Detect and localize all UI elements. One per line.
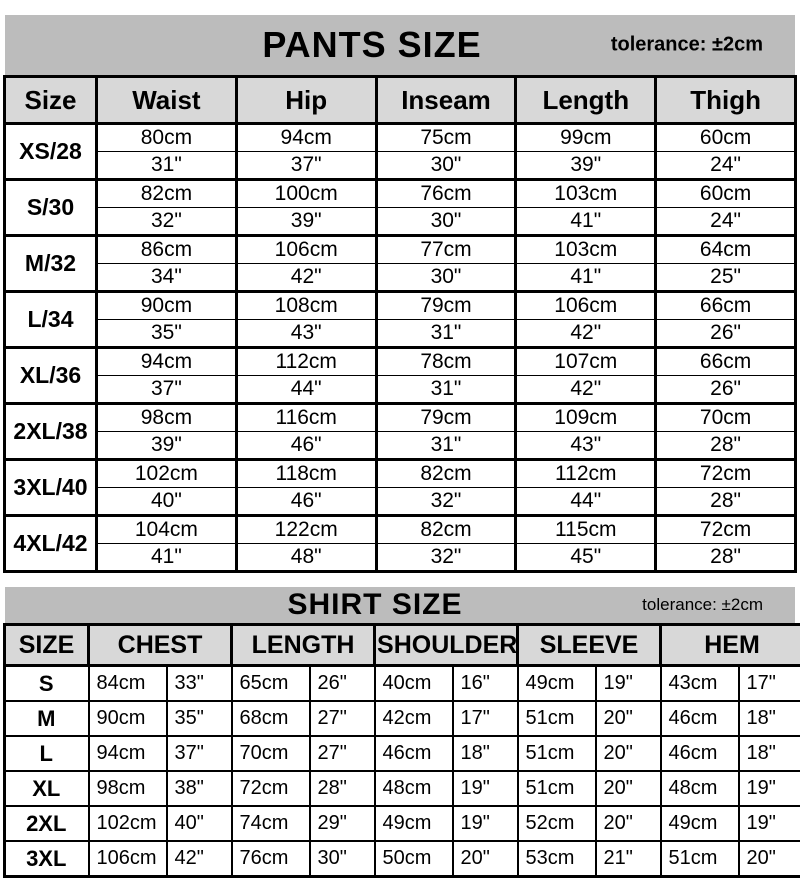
pants-size-label: XS/28 (5, 124, 97, 180)
pants-size-label: XL/36 (5, 348, 97, 404)
shirt-value: 51cm (518, 771, 596, 806)
pants-row-m32-cm (5, 236, 796, 264)
pants-value-in: 40" (97, 488, 237, 516)
shirt-value: 38" (167, 771, 232, 806)
pants-value-cm: 64cm (656, 236, 796, 264)
pants-value-cm: 82cm (376, 516, 516, 544)
shirt-value: 19" (596, 666, 661, 702)
shirt-value: 46cm (661, 736, 739, 771)
shirt-value: 20" (739, 841, 800, 877)
shirt-value: 48cm (661, 771, 739, 806)
shirt-value: 16" (453, 666, 518, 702)
shirt-header-row (5, 625, 800, 666)
pants-value-in: 30" (376, 208, 516, 236)
shirt-value: 74cm (232, 806, 310, 841)
pants-value-cm: 70cm (656, 404, 796, 432)
pants-value-in: 44" (236, 376, 376, 404)
pants-row-xl36-cm (5, 348, 796, 376)
pants-header-length: Length (516, 77, 656, 124)
shirt-value: 19" (739, 771, 800, 806)
shirt-size-label: XL (5, 771, 89, 806)
shirt-header-shoulder: SHOULDER (375, 625, 518, 666)
shirt-value: 26" (310, 666, 375, 702)
pants-row-3xl40-in (5, 488, 796, 516)
shirt-value: 49cm (375, 806, 453, 841)
shirt-header-length: LENGTH (232, 625, 375, 666)
pants-value-in: 32" (97, 208, 237, 236)
shirt-value: 72cm (232, 771, 310, 806)
pants-value-cm: 116cm (236, 404, 376, 432)
pants-value-cm: 99cm (516, 124, 656, 152)
shirt-value: 76cm (232, 841, 310, 877)
pants-value-cm: 76cm (376, 180, 516, 208)
pants-value-in: 31" (376, 432, 516, 460)
pants-value-cm: 100cm (236, 180, 376, 208)
shirt-size-label: S (5, 666, 89, 702)
pants-value-cm: 86cm (97, 236, 237, 264)
shirt-title: SHIRT SIZE (287, 588, 462, 622)
pants-value-in: 39" (97, 432, 237, 460)
shirt-value: 28" (310, 771, 375, 806)
pants-header-row (5, 77, 796, 124)
shirt-row-l (5, 736, 800, 771)
pants-tolerance-note: tolerance: ±2cm (611, 34, 763, 57)
pants-size-label: M/32 (5, 236, 97, 292)
pants-value-cm: 107cm (516, 348, 656, 376)
shirt-value: 51cm (518, 701, 596, 736)
pants-value-in: 41" (516, 208, 656, 236)
pants-value-in: 43" (516, 432, 656, 460)
pants-value-cm: 109cm (516, 404, 656, 432)
pants-row-4xl42-cm (5, 516, 796, 544)
pants-value-cm: 77cm (376, 236, 516, 264)
pants-header-waist: Waist (97, 77, 237, 124)
section-divider-gap (3, 573, 797, 587)
pants-value-cm: 60cm (656, 180, 796, 208)
pants-row-2xl38-cm (5, 404, 796, 432)
pants-header-thigh: Thigh (656, 77, 796, 124)
pants-value-in: 30" (376, 264, 516, 292)
pants-value-in: 37" (236, 152, 376, 180)
pants-value-cm: 122cm (236, 516, 376, 544)
shirt-value: 27" (310, 736, 375, 771)
pants-value-cm: 90cm (97, 292, 237, 320)
pants-header-hip: Hip (236, 77, 376, 124)
shirt-value: 42" (167, 841, 232, 877)
pants-value-in: 31" (376, 320, 516, 348)
shirt-value: 49cm (518, 666, 596, 702)
pants-value-in: 30" (376, 152, 516, 180)
shirt-header-chest: CHEST (89, 625, 232, 666)
shirt-value: 19" (739, 806, 800, 841)
pants-row-s30-in (5, 208, 796, 236)
pants-value-cm: 79cm (376, 404, 516, 432)
pants-size-label: S/30 (5, 180, 97, 236)
shirt-value: 52cm (518, 806, 596, 841)
shirt-value: 20" (596, 771, 661, 806)
pants-value-in: 39" (236, 208, 376, 236)
shirt-row-2xl (5, 806, 800, 841)
pants-value-in: 31" (97, 152, 237, 180)
pants-value-in: 44" (516, 488, 656, 516)
shirt-row-s (5, 666, 800, 702)
pants-value-cm: 80cm (97, 124, 237, 152)
shirt-value: 19" (453, 771, 518, 806)
pants-value-in: 39" (516, 152, 656, 180)
pants-value-cm: 66cm (656, 292, 796, 320)
pants-value-cm: 103cm (516, 180, 656, 208)
shirt-value: 20" (596, 736, 661, 771)
pants-value-in: 26" (656, 320, 796, 348)
shirt-size-table (3, 623, 800, 878)
pants-value-cm: 112cm (236, 348, 376, 376)
shirt-header-size: SIZE (5, 625, 89, 666)
shirt-title-bar (5, 587, 795, 623)
pants-value-cm: 66cm (656, 348, 796, 376)
pants-title-bar (5, 15, 795, 75)
shirt-value: 40" (167, 806, 232, 841)
pants-value-in: 34" (97, 264, 237, 292)
shirt-value: 50cm (375, 841, 453, 877)
shirt-value: 98cm (89, 771, 167, 806)
pants-value-cm: 103cm (516, 236, 656, 264)
pants-value-cm: 104cm (97, 516, 237, 544)
pants-value-in: 42" (516, 376, 656, 404)
pants-value-in: 32" (376, 488, 516, 516)
shirt-value: 42cm (375, 701, 453, 736)
shirt-value: 27" (310, 701, 375, 736)
shirt-value: 37" (167, 736, 232, 771)
shirt-value: 51cm (661, 841, 739, 877)
pants-value-in: 28" (656, 432, 796, 460)
pants-value-cm: 115cm (516, 516, 656, 544)
shirt-value: 17" (453, 701, 518, 736)
shirt-value: 30" (310, 841, 375, 877)
shirt-value: 18" (453, 736, 518, 771)
shirt-value: 106cm (89, 841, 167, 877)
shirt-value: 18" (739, 736, 800, 771)
shirt-value: 19" (453, 806, 518, 841)
shirt-size-label: 2XL (5, 806, 89, 841)
pants-value-in: 35" (97, 320, 237, 348)
pants-value-cm: 75cm (376, 124, 516, 152)
pants-row-xs28-cm (5, 124, 796, 152)
shirt-value: 49cm (661, 806, 739, 841)
pants-header-inseam: Inseam (376, 77, 516, 124)
pants-row-l34-in (5, 320, 796, 348)
pants-value-cm: 82cm (376, 460, 516, 488)
pants-value-in: 42" (236, 264, 376, 292)
pants-size-table (3, 75, 797, 573)
pants-row-xs28-in (5, 152, 796, 180)
pants-value-in: 37" (97, 376, 237, 404)
pants-value-cm: 98cm (97, 404, 237, 432)
shirt-value: 94cm (89, 736, 167, 771)
pants-row-m32-in (5, 264, 796, 292)
shirt-value: 17" (739, 666, 800, 702)
pants-value-in: 24" (656, 208, 796, 236)
pants-value-cm: 94cm (236, 124, 376, 152)
shirt-value: 51cm (518, 736, 596, 771)
shirt-value: 20" (596, 701, 661, 736)
pants-value-cm: 72cm (656, 460, 796, 488)
pants-value-cm: 79cm (376, 292, 516, 320)
pants-value-in: 42" (516, 320, 656, 348)
shirt-size-label: M (5, 701, 89, 736)
shirt-value: 46cm (661, 701, 739, 736)
pants-row-xl36-in (5, 376, 796, 404)
shirt-size-label: L (5, 736, 89, 771)
pants-value-cm: 106cm (236, 236, 376, 264)
pants-value-in: 28" (656, 488, 796, 516)
shirt-row-xl (5, 771, 800, 806)
pants-value-in: 46" (236, 432, 376, 460)
pants-value-cm: 118cm (236, 460, 376, 488)
pants-size-label: 3XL/40 (5, 460, 97, 516)
pants-value-cm: 60cm (656, 124, 796, 152)
pants-value-cm: 106cm (516, 292, 656, 320)
pants-row-s30-cm (5, 180, 796, 208)
pants-row-l34-cm (5, 292, 796, 320)
pants-value-cm: 72cm (656, 516, 796, 544)
pants-value-cm: 108cm (236, 292, 376, 320)
shirt-value: 53cm (518, 841, 596, 877)
pants-row-4xl42-in (5, 544, 796, 572)
pants-value-in: 28" (656, 544, 796, 572)
shirt-value: 65cm (232, 666, 310, 702)
pants-value-in: 26" (656, 376, 796, 404)
shirt-value: 46cm (375, 736, 453, 771)
pants-size-label: 4XL/42 (5, 516, 97, 572)
shirt-tolerance-note: tolerance: ±2cm (642, 595, 763, 615)
pants-value-cm: 78cm (376, 348, 516, 376)
shirt-row-3xl (5, 841, 800, 877)
shirt-value: 35" (167, 701, 232, 736)
shirt-value: 29" (310, 806, 375, 841)
shirt-value: 33" (167, 666, 232, 702)
shirt-value: 20" (596, 806, 661, 841)
shirt-value: 68cm (232, 701, 310, 736)
shirt-value: 90cm (89, 701, 167, 736)
shirt-row-m (5, 701, 800, 736)
pants-value-cm: 94cm (97, 348, 237, 376)
pants-value-cm: 102cm (97, 460, 237, 488)
pants-value-cm: 82cm (97, 180, 237, 208)
pants-row-3xl40-cm (5, 460, 796, 488)
pants-value-cm: 112cm (516, 460, 656, 488)
pants-size-label: 2XL/38 (5, 404, 97, 460)
pants-value-in: 45" (516, 544, 656, 572)
pants-value-in: 32" (376, 544, 516, 572)
pants-value-in: 24" (656, 152, 796, 180)
shirt-value: 18" (739, 701, 800, 736)
shirt-value: 20" (453, 841, 518, 877)
pants-value-in: 43" (236, 320, 376, 348)
pants-title: PANTS SIZE (262, 24, 481, 66)
pants-value-in: 31" (376, 376, 516, 404)
shirt-header-sleeve: SLEEVE (518, 625, 661, 666)
pants-row-2xl38-in (5, 432, 796, 460)
pants-header-size: Size (5, 77, 97, 124)
shirt-value: 48cm (375, 771, 453, 806)
pants-value-in: 48" (236, 544, 376, 572)
shirt-value: 21" (596, 841, 661, 877)
pants-size-label: L/34 (5, 292, 97, 348)
shirt-header-hem: HEM (661, 625, 800, 666)
shirt-size-label: 3XL (5, 841, 89, 877)
pants-value-in: 25" (656, 264, 796, 292)
shirt-value: 84cm (89, 666, 167, 702)
shirt-value: 70cm (232, 736, 310, 771)
pants-value-in: 46" (236, 488, 376, 516)
shirt-value: 102cm (89, 806, 167, 841)
pants-value-in: 41" (516, 264, 656, 292)
shirt-value: 40cm (375, 666, 453, 702)
shirt-value: 43cm (661, 666, 739, 702)
pants-value-in: 41" (97, 544, 237, 572)
